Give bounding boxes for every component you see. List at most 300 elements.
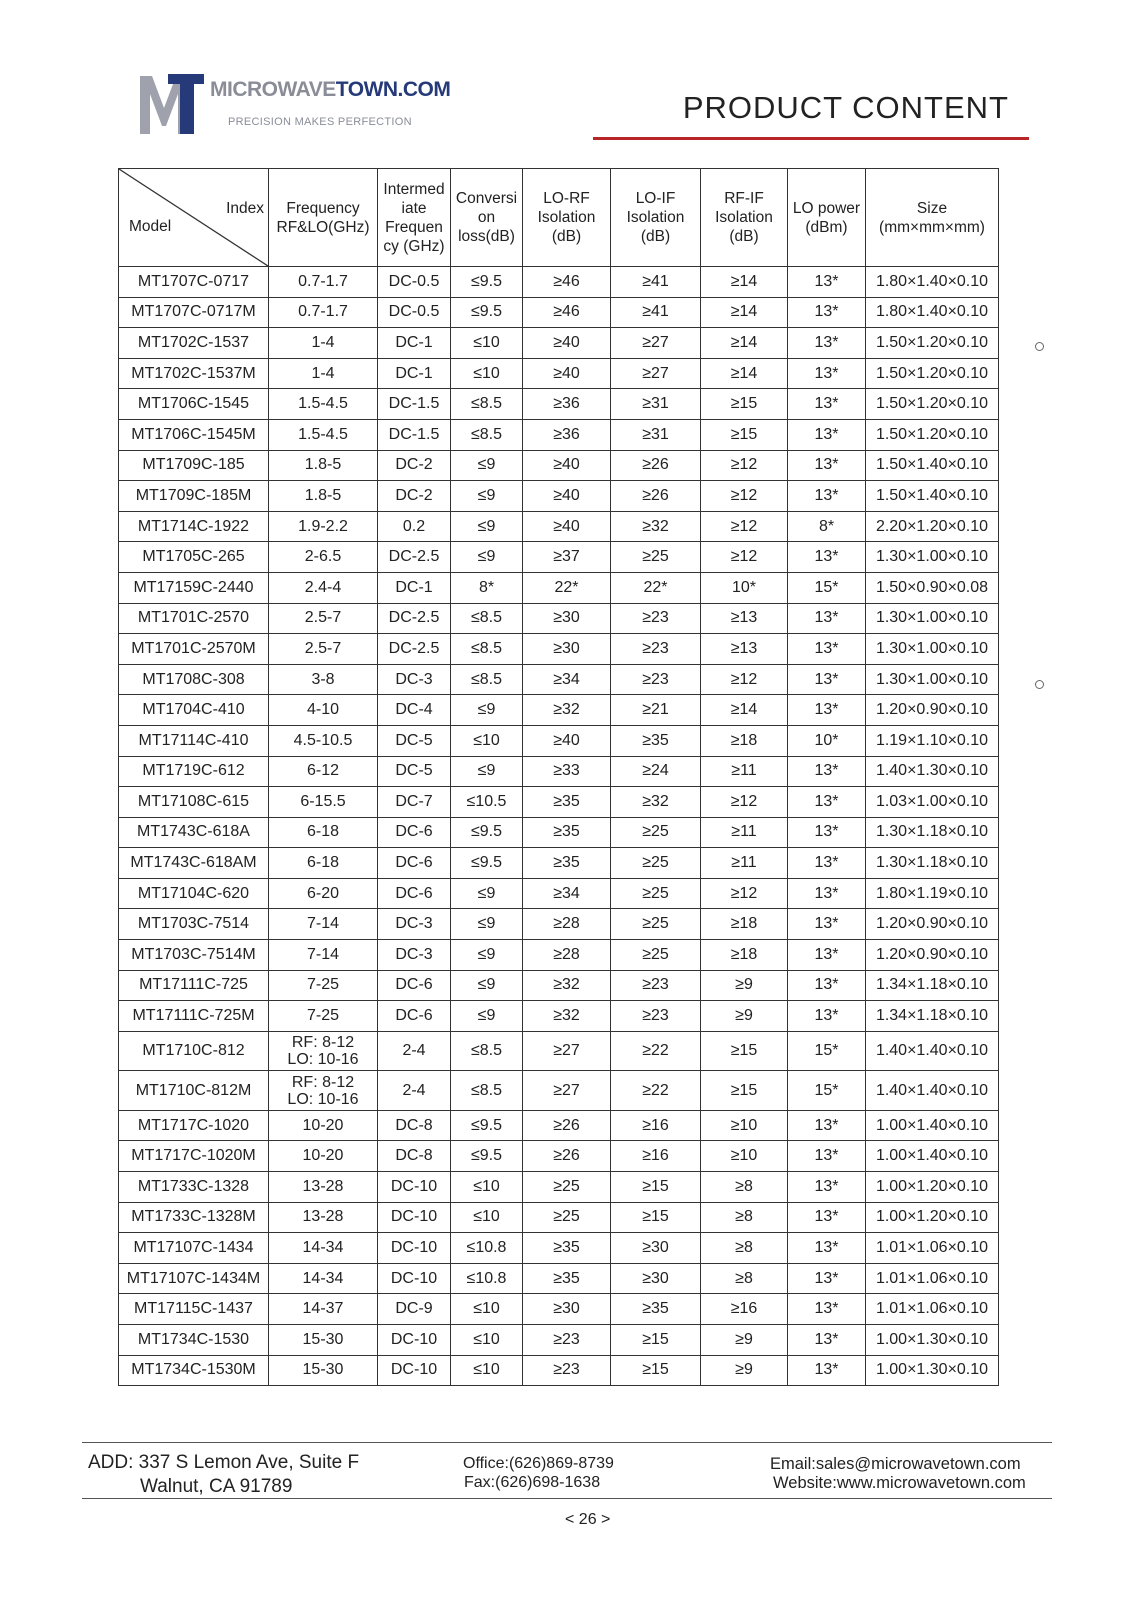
cell-conversion-loss: ≤10 <box>451 358 523 389</box>
cell-lo-power: 13* <box>788 1141 866 1172</box>
cell-lo-power: 13* <box>788 909 866 940</box>
table-row <box>119 1263 999 1294</box>
cell-intermediate-frequency: DC-1.5 <box>378 419 451 450</box>
cell-lo-if-isolation: ≥32 <box>611 787 701 818</box>
cell-lo-power: 13* <box>788 1001 866 1032</box>
cell-frequency: 6-12 <box>269 756 378 787</box>
cell-model: MT1702C-1537 <box>119 328 269 359</box>
cell-conversion-loss: 8* <box>451 572 523 603</box>
cell-rf-if-isolation: ≥18 <box>701 725 788 756</box>
product-table-body <box>119 267 999 1386</box>
cell-frequency <box>269 1031 378 1071</box>
cell-lo-if-isolation: ≥23 <box>611 970 701 1001</box>
cell-lo-power: 13* <box>788 817 866 848</box>
cell-intermediate-frequency: DC-0.5 <box>378 267 451 298</box>
cell-size: 1.30×1.00×0.10 <box>866 603 999 634</box>
cell-lo-power: 13* <box>788 1325 866 1356</box>
cell-frequency: 1.9-2.2 <box>269 511 378 542</box>
table-row <box>119 358 999 389</box>
cell-frequency: 1.5-4.5 <box>269 419 378 450</box>
cell-lo-power: 13* <box>788 848 866 879</box>
cell-lo-rf-isolation: ≥35 <box>523 1263 611 1294</box>
header-lo-rf-isolation: LO-RF Isolation (dB) <box>523 169 611 267</box>
cell-size: 1.50×1.20×0.10 <box>866 358 999 389</box>
cell-lo-power: 13* <box>788 878 866 909</box>
cell-lo-if-isolation: ≥23 <box>611 1001 701 1032</box>
cell-size: 1.80×1.19×0.10 <box>866 878 999 909</box>
cell-frequency: 2.5-7 <box>269 634 378 665</box>
cell-lo-if-isolation: ≥25 <box>611 542 701 573</box>
cell-size: 1.50×1.20×0.10 <box>866 389 999 420</box>
cell-rf-if-isolation: ≥14 <box>701 328 788 359</box>
cell-lo-if-isolation: ≥25 <box>611 848 701 879</box>
cell-conversion-loss: ≤10.8 <box>451 1233 523 1264</box>
cell-model: MT1707C-0717 <box>119 267 269 298</box>
cell-line: RF: 8-12 <box>291 1073 355 1091</box>
cell-lo-if-isolation: ≥15 <box>611 1355 701 1386</box>
cell-lo-if-isolation: ≥31 <box>611 419 701 450</box>
cell-intermediate-frequency: DC-10 <box>378 1172 451 1203</box>
cell-lo-power: 13* <box>788 1355 866 1386</box>
cell-lo-if-isolation: ≥25 <box>611 940 701 971</box>
cell-lo-rf-isolation: ≥40 <box>523 511 611 542</box>
cell-lo-power: 13* <box>788 542 866 573</box>
cell-rf-if-isolation: ≥12 <box>701 542 788 573</box>
cell-conversion-loss: ≤10 <box>451 1202 523 1233</box>
cell-lo-if-isolation: ≥22 <box>611 1071 701 1111</box>
cell-model: MT1743C-618A <box>119 817 269 848</box>
cell-frequency: 6-15.5 <box>269 787 378 818</box>
cell-size: 1.30×1.18×0.10 <box>866 817 999 848</box>
cell-rf-if-isolation: ≥14 <box>701 297 788 328</box>
cell-frequency: 15-30 <box>269 1355 378 1386</box>
cell-intermediate-frequency: DC-3 <box>378 940 451 971</box>
cell-lo-if-isolation: ≥15 <box>611 1202 701 1233</box>
header-intermediate-frequency: Intermed iate Frequen cy (GHz) <box>378 169 451 267</box>
cell-intermediate-frequency: DC-10 <box>378 1263 451 1294</box>
cell-conversion-loss: ≤8.5 <box>451 603 523 634</box>
cell-intermediate-frequency: DC-9 <box>378 1294 451 1325</box>
header-model: Model <box>129 218 172 235</box>
cell-lo-rf-isolation: ≥27 <box>523 1031 611 1071</box>
cell-size: 2.20×1.20×0.10 <box>866 511 999 542</box>
table-row <box>119 1031 999 1071</box>
cell-size: 1.30×1.00×0.10 <box>866 542 999 573</box>
cell-lo-rf-isolation: ≥34 <box>523 878 611 909</box>
cell-size: 1.34×1.18×0.10 <box>866 970 999 1001</box>
cell-lo-power: 15* <box>788 1071 866 1111</box>
cell-conversion-loss: ≤9.5 <box>451 817 523 848</box>
cell-lo-if-isolation: ≥25 <box>611 878 701 909</box>
cell-lo-power: 13* <box>788 787 866 818</box>
cell-lo-rf-isolation: ≥25 <box>523 1172 611 1203</box>
cell-conversion-loss: ≤9 <box>451 695 523 726</box>
cell-lo-rf-isolation: 22* <box>523 572 611 603</box>
cell-rf-if-isolation: ≥13 <box>701 634 788 665</box>
cell-conversion-loss: ≤10 <box>451 1355 523 1386</box>
cell-intermediate-frequency: DC-2 <box>378 481 451 512</box>
cell-lo-if-isolation: ≥25 <box>611 909 701 940</box>
cell-intermediate-frequency: DC-1.5 <box>378 389 451 420</box>
cell-lo-power: 13* <box>788 328 866 359</box>
cell-size: 1.00×1.20×0.10 <box>866 1172 999 1203</box>
cell-model: MT17107C-1434M <box>119 1263 269 1294</box>
cell-model: MT1717C-1020M <box>119 1141 269 1172</box>
cell-conversion-loss: ≤10 <box>451 1325 523 1356</box>
cell-intermediate-frequency: DC-2.5 <box>378 634 451 665</box>
product-table <box>118 168 999 1386</box>
cell-lo-if-isolation: ≥26 <box>611 481 701 512</box>
cell-frequency: 0.7-1.7 <box>269 297 378 328</box>
cell-size: 1.01×1.06×0.10 <box>866 1294 999 1325</box>
header-size: Size (mm×mm×mm) <box>866 169 999 267</box>
cell-size: 1.20×0.90×0.10 <box>866 940 999 971</box>
cell-lo-if-isolation: ≥16 <box>611 1141 701 1172</box>
cell-rf-if-isolation: ≥12 <box>701 664 788 695</box>
cell-conversion-loss: ≤9 <box>451 542 523 573</box>
cell-model: MT17108C-615 <box>119 787 269 818</box>
cell-lo-rf-isolation: ≥35 <box>523 1233 611 1264</box>
cell-lo-power: 13* <box>788 634 866 665</box>
cell-lo-power: 13* <box>788 481 866 512</box>
cell-model: MT1743C-618AM <box>119 848 269 879</box>
cell-lo-rf-isolation: ≥46 <box>523 297 611 328</box>
cell-rf-if-isolation: ≥8 <box>701 1172 788 1203</box>
cell-lo-power: 13* <box>788 664 866 695</box>
cell-lo-rf-isolation: ≥35 <box>523 787 611 818</box>
cell-size: 1.00×1.40×0.10 <box>866 1110 999 1141</box>
header-frequency: Frequency RF&LO(GHz) <box>269 169 378 267</box>
cell-lo-rf-isolation: ≥40 <box>523 450 611 481</box>
cell-lo-rf-isolation: ≥26 <box>523 1141 611 1172</box>
cell-lo-if-isolation: ≥27 <box>611 358 701 389</box>
table-row <box>119 848 999 879</box>
cell-intermediate-frequency: DC-6 <box>378 970 451 1001</box>
cell-model: MT1701C-2570 <box>119 603 269 634</box>
table-row <box>119 695 999 726</box>
margin-circle-mark <box>1035 680 1044 689</box>
cell-lo-rf-isolation: ≥40 <box>523 328 611 359</box>
cell-size: 1.50×1.40×0.10 <box>866 450 999 481</box>
cell-model: MT1703C-7514M <box>119 940 269 971</box>
cell-lo-rf-isolation: ≥32 <box>523 695 611 726</box>
cell-lo-if-isolation: ≥35 <box>611 1294 701 1325</box>
brand-tagline: PRECISION MAKES PERFECTION <box>228 116 412 128</box>
cell-lo-rf-isolation: ≥30 <box>523 1294 611 1325</box>
cell-intermediate-frequency: DC-7 <box>378 787 451 818</box>
cell-lo-rf-isolation: ≥35 <box>523 817 611 848</box>
cell-conversion-loss: ≤10.8 <box>451 1263 523 1294</box>
cell-lo-if-isolation: ≥41 <box>611 267 701 298</box>
cell-lo-if-isolation: ≥30 <box>611 1233 701 1264</box>
cell-frequency: 10-20 <box>269 1110 378 1141</box>
cell-rf-if-isolation: ≥14 <box>701 358 788 389</box>
cell-intermediate-frequency: DC-2 <box>378 450 451 481</box>
cell-lo-power: 13* <box>788 1172 866 1203</box>
cell-model: MT1710C-812 <box>119 1031 269 1071</box>
cell-conversion-loss: ≤9 <box>451 511 523 542</box>
cell-rf-if-isolation: ≥12 <box>701 878 788 909</box>
cell-model: MT1702C-1537M <box>119 358 269 389</box>
cell-model: MT1734C-1530 <box>119 1325 269 1356</box>
cell-model: MT17115C-1437 <box>119 1294 269 1325</box>
table-row <box>119 634 999 665</box>
cell-rf-if-isolation: ≥12 <box>701 511 788 542</box>
cell-lo-power: 13* <box>788 1294 866 1325</box>
cell-lo-if-isolation: ≥35 <box>611 725 701 756</box>
cell-model: MT1734C-1530M <box>119 1355 269 1386</box>
cell-rf-if-isolation: ≥15 <box>701 1031 788 1071</box>
cell-size: 1.19×1.10×0.10 <box>866 725 999 756</box>
cell-lo-if-isolation: ≥24 <box>611 756 701 787</box>
cell-frequency: 1.8-5 <box>269 450 378 481</box>
cell-lo-rf-isolation: ≥28 <box>523 909 611 940</box>
cell-lo-if-isolation: ≥31 <box>611 389 701 420</box>
cell-lo-power: 13* <box>788 970 866 1001</box>
brand-name <box>210 78 450 102</box>
cell-conversion-loss: ≤9.5 <box>451 297 523 328</box>
cell-model: MT1710C-812M <box>119 1071 269 1111</box>
cell-lo-rf-isolation: ≥36 <box>523 389 611 420</box>
cell-conversion-loss: ≤9 <box>451 878 523 909</box>
cell-model: MT17107C-1434 <box>119 1233 269 1264</box>
cell-model: MT1705C-265 <box>119 542 269 573</box>
table-row <box>119 817 999 848</box>
cell-intermediate-frequency: DC-6 <box>378 878 451 909</box>
cell-conversion-loss: ≤8.5 <box>451 1071 523 1111</box>
cell-lo-power: 13* <box>788 603 866 634</box>
table-row <box>119 511 999 542</box>
cell-intermediate-frequency: DC-8 <box>378 1141 451 1172</box>
cell-conversion-loss: ≤8.5 <box>451 1031 523 1071</box>
cell-lo-if-isolation: ≥41 <box>611 297 701 328</box>
table-row <box>119 725 999 756</box>
table-row <box>119 1355 999 1386</box>
cell-rf-if-isolation: ≥15 <box>701 419 788 450</box>
cell-size: 1.00×1.40×0.10 <box>866 1141 999 1172</box>
table-row <box>119 787 999 818</box>
cell-lo-power: 13* <box>788 419 866 450</box>
cell-lo-if-isolation: 22* <box>611 572 701 603</box>
cell-frequency: 14-34 <box>269 1233 378 1264</box>
cell-lo-rf-isolation: ≥32 <box>523 970 611 1001</box>
cell-frequency: 0.7-1.7 <box>269 267 378 298</box>
cell-lo-if-isolation: ≥16 <box>611 1110 701 1141</box>
cell-conversion-loss: ≤9.5 <box>451 1141 523 1172</box>
cell-conversion-loss: ≤9 <box>451 909 523 940</box>
cell-intermediate-frequency: DC-0.5 <box>378 297 451 328</box>
cell-lo-power: 13* <box>788 297 866 328</box>
cell-model: MT17159C-2440 <box>119 572 269 603</box>
cell-frequency: 2-6.5 <box>269 542 378 573</box>
cell-intermediate-frequency: 2-4 <box>378 1071 451 1111</box>
table-row <box>119 1202 999 1233</box>
cell-rf-if-isolation: ≥14 <box>701 695 788 726</box>
cell-lo-if-isolation: ≥27 <box>611 328 701 359</box>
cell-frequency <box>269 1071 378 1111</box>
cell-conversion-loss: ≤10 <box>451 1172 523 1203</box>
table-row <box>119 419 999 450</box>
cell-lo-rf-isolation: ≥28 <box>523 940 611 971</box>
cell-lo-rf-isolation: ≥32 <box>523 1001 611 1032</box>
table-row <box>119 1325 999 1356</box>
cell-rf-if-isolation: ≥12 <box>701 787 788 818</box>
margin-circle-mark <box>1035 342 1044 351</box>
cell-lo-power: 13* <box>788 450 866 481</box>
cell-lo-if-isolation: ≥15 <box>611 1172 701 1203</box>
cell-lo-if-isolation: ≥22 <box>611 1031 701 1071</box>
title-underline <box>593 137 1029 140</box>
cell-frequency: 14-37 <box>269 1294 378 1325</box>
cell-rf-if-isolation: ≥16 <box>701 1294 788 1325</box>
cell-lo-power: 15* <box>788 572 866 603</box>
cell-size: 1.01×1.06×0.10 <box>866 1233 999 1264</box>
table-row <box>119 1110 999 1141</box>
cell-lo-power: 10* <box>788 725 866 756</box>
cell-frequency: 2.4-4 <box>269 572 378 603</box>
cell-lo-rf-isolation: ≥40 <box>523 481 611 512</box>
cell-size: 1.80×1.40×0.10 <box>866 267 999 298</box>
cell-frequency: 10-20 <box>269 1141 378 1172</box>
cell-frequency: 1-4 <box>269 358 378 389</box>
cell-rf-if-isolation: ≥13 <box>701 603 788 634</box>
cell-lo-rf-isolation: ≥30 <box>523 634 611 665</box>
cell-conversion-loss: ≤9 <box>451 450 523 481</box>
cell-model: MT1719C-612 <box>119 756 269 787</box>
cell-rf-if-isolation: ≥18 <box>701 940 788 971</box>
cell-lo-rf-isolation: ≥23 <box>523 1325 611 1356</box>
cell-rf-if-isolation: ≥9 <box>701 1325 788 1356</box>
cell-lo-rf-isolation: ≥40 <box>523 358 611 389</box>
cell-conversion-loss: ≤9.5 <box>451 1110 523 1141</box>
cell-lo-power: 13* <box>788 358 866 389</box>
table-row <box>119 970 999 1001</box>
table-row <box>119 481 999 512</box>
cell-lo-rf-isolation: ≥36 <box>523 419 611 450</box>
page-title: PRODUCT CONTENT <box>682 90 1009 125</box>
cell-frequency: 7-14 <box>269 940 378 971</box>
brand-name-part1: MICROWAVE <box>210 78 336 101</box>
cell-intermediate-frequency: DC-3 <box>378 664 451 695</box>
cell-lo-rf-isolation: ≥33 <box>523 756 611 787</box>
table-row <box>119 1141 999 1172</box>
cell-intermediate-frequency: DC-10 <box>378 1202 451 1233</box>
cell-rf-if-isolation: ≥12 <box>701 481 788 512</box>
cell-size: 1.00×1.30×0.10 <box>866 1325 999 1356</box>
cell-intermediate-frequency: DC-6 <box>378 1001 451 1032</box>
cell-frequency: 13-28 <box>269 1172 378 1203</box>
cell-conversion-loss: ≤8.5 <box>451 389 523 420</box>
cell-lo-if-isolation: ≥26 <box>611 450 701 481</box>
cell-size: 1.40×1.30×0.10 <box>866 756 999 787</box>
cell-intermediate-frequency: DC-5 <box>378 725 451 756</box>
cell-rf-if-isolation: ≥9 <box>701 970 788 1001</box>
cell-rf-if-isolation: ≥8 <box>701 1202 788 1233</box>
cell-frequency: 7-14 <box>269 909 378 940</box>
table-row <box>119 267 999 298</box>
cell-conversion-loss: ≤10 <box>451 328 523 359</box>
cell-size: 1.80×1.40×0.10 <box>866 297 999 328</box>
cell-size: 1.50×1.20×0.10 <box>866 419 999 450</box>
cell-size: 1.00×1.30×0.10 <box>866 1355 999 1386</box>
cell-rf-if-isolation: ≥12 <box>701 450 788 481</box>
cell-frequency: 4-10 <box>269 695 378 726</box>
cell-model: MT1701C-2570M <box>119 634 269 665</box>
cell-conversion-loss: ≤9.5 <box>451 267 523 298</box>
table-row <box>119 878 999 909</box>
cell-intermediate-frequency: DC-10 <box>378 1325 451 1356</box>
table-row <box>119 450 999 481</box>
cell-lo-if-isolation: ≥25 <box>611 817 701 848</box>
footer-address-line2: Walnut, CA 91789 <box>140 1476 293 1497</box>
cell-lo-power: 13* <box>788 1110 866 1141</box>
cell-lo-rf-isolation: ≥34 <box>523 664 611 695</box>
cell-conversion-loss: ≤10 <box>451 1294 523 1325</box>
cell-lo-power: 13* <box>788 1263 866 1294</box>
cell-lo-rf-isolation: ≥25 <box>523 1202 611 1233</box>
table-row <box>119 542 999 573</box>
cell-conversion-loss: ≤9 <box>451 481 523 512</box>
cell-conversion-loss: ≤8.5 <box>451 419 523 450</box>
cell-model: MT1706C-1545 <box>119 389 269 420</box>
cell-size: 1.20×0.90×0.10 <box>866 909 999 940</box>
cell-intermediate-frequency: DC-4 <box>378 695 451 726</box>
footer-office-phone: Office:(626)869-8739 <box>463 1455 614 1472</box>
cell-size: 1.40×1.40×0.10 <box>866 1031 999 1071</box>
header-lo-power: LO power (dBm) <box>788 169 866 267</box>
cell-model: MT1707C-0717M <box>119 297 269 328</box>
cell-frequency: 13-28 <box>269 1202 378 1233</box>
cell-model: MT1708C-308 <box>119 664 269 695</box>
cell-rf-if-isolation: ≥11 <box>701 756 788 787</box>
cell-intermediate-frequency: 0.2 <box>378 511 451 542</box>
cell-model: MT1733C-1328 <box>119 1172 269 1203</box>
cell-lo-if-isolation: ≥32 <box>611 511 701 542</box>
cell-rf-if-isolation: 10* <box>701 572 788 603</box>
cell-lo-power: 13* <box>788 1233 866 1264</box>
table-row <box>119 603 999 634</box>
header-lo-if-isolation: LO-IF Isolation (dB) <box>611 169 701 267</box>
cell-lo-rf-isolation: ≥30 <box>523 603 611 634</box>
cell-intermediate-frequency: DC-10 <box>378 1233 451 1264</box>
cell-size: 1.30×1.18×0.10 <box>866 848 999 879</box>
cell-conversion-loss: ≤8.5 <box>451 634 523 665</box>
cell-model: MT17111C-725 <box>119 970 269 1001</box>
cell-lo-if-isolation: ≥21 <box>611 695 701 726</box>
cell-intermediate-frequency: DC-1 <box>378 328 451 359</box>
brand-name-part2: TOWN.COM <box>335 78 451 101</box>
cell-model: MT17104C-620 <box>119 878 269 909</box>
footer-email: Email:sales@microwavetown.com <box>770 1455 1021 1473</box>
cell-size: 1.40×1.40×0.10 <box>866 1071 999 1111</box>
cell-intermediate-frequency: DC-6 <box>378 817 451 848</box>
cell-rf-if-isolation: ≥10 <box>701 1110 788 1141</box>
footer-website: Website:www.microwavetown.com <box>773 1474 1026 1492</box>
table-row <box>119 328 999 359</box>
table-row <box>119 1172 999 1203</box>
cell-rf-if-isolation: ≥18 <box>701 909 788 940</box>
cell-conversion-loss: ≤9.5 <box>451 848 523 879</box>
cell-intermediate-frequency: DC-1 <box>378 572 451 603</box>
cell-size: 1.20×0.90×0.10 <box>866 695 999 726</box>
cell-rf-if-isolation: ≥11 <box>701 848 788 879</box>
cell-lo-rf-isolation: ≥35 <box>523 848 611 879</box>
cell-lo-rf-isolation: ≥23 <box>523 1355 611 1386</box>
cell-intermediate-frequency: DC-10 <box>378 1355 451 1386</box>
cell-model: MT1717C-1020 <box>119 1110 269 1141</box>
cell-model: MT17111C-725M <box>119 1001 269 1032</box>
cell-lo-power: 13* <box>788 940 866 971</box>
